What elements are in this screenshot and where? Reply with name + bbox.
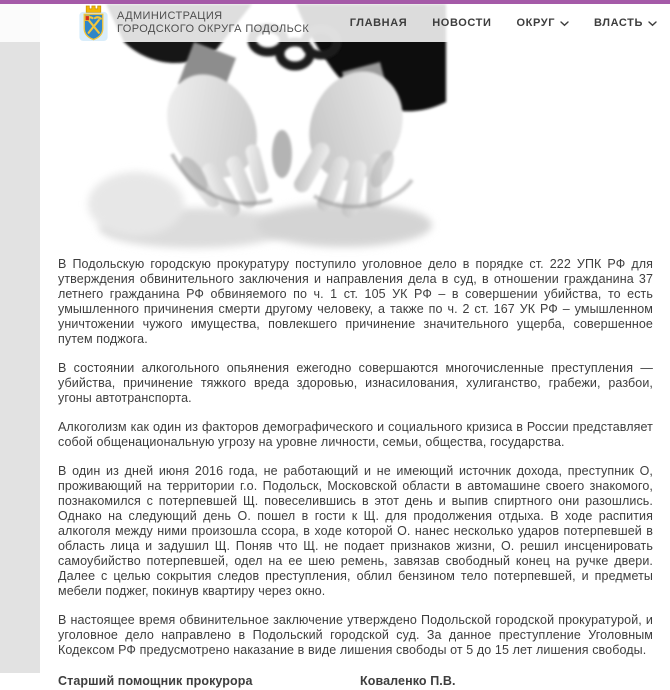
signature-row xyxy=(58,674,653,690)
page-gutter xyxy=(0,4,40,673)
podolsk-coat-of-arms-icon xyxy=(78,5,109,42)
site-title xyxy=(117,10,309,36)
nav-item-label: ОКРУГ xyxy=(516,17,556,29)
paragraph: В Подольскую городскую прокуратуру поступило уголовное дело в порядке ст. 222 УПК РФ для утверждения обвинительного заключения и направления дела в суд, в отношении гражданина 37 летнего гражданина РФ обвиняемого по ч. 1 ст. 105 УК РФ – в совершении убийства, то есть умышленного причинения смерти другому человеку, а также по ч. 2 ст. 167 УК РФ – умышленном уничтожении чужого имущества, повлекшего причинение значительного ущерба, совершенное путем поджога. xyxy=(58,257,653,346)
paragraph: В настоящее время обвинительное заключение утверждено Подольской городской прокуратурой, и уголовное дело направлено в Подольский городской суд. За данное преступление Уголовным Кодексом РФ предусмотрено наказание в виде лишения свободы от 5 до 15 лет лишения свободы. xyxy=(58,613,653,657)
site-title-line1: АДМИНИСТРАЦИЯ xyxy=(117,10,223,22)
nav-item-label: НОВОСТИ xyxy=(432,17,492,29)
article-body xyxy=(58,257,653,690)
nav-item-glavnaya[interactable] xyxy=(350,17,408,29)
chevron-down-icon xyxy=(648,21,657,27)
paragraph: В состоянии алкогольного опьянения ежегодно совершаются многочисленные преступления — убийства, причинение тяжкого вреда здоровью, изнасилования, хулиганство, грабежи, разбои, угоны автотранспорта. xyxy=(58,361,653,405)
paragraph: Алкоголизм как один из факторов демографического и социального кризиса в России представляет собой общенациональную угрозу на уровне личности, семьи, общества, государства. xyxy=(58,420,653,449)
nav-item-okrug[interactable] xyxy=(516,17,569,29)
signature-name: Коваленко П.В. xyxy=(360,674,456,688)
accent-top-bar xyxy=(0,0,670,4)
nav-item-label: ГЛАВНАЯ xyxy=(349,17,408,29)
content-container xyxy=(40,4,670,688)
main-nav xyxy=(350,17,670,29)
site-title-line2: ГОРОДСКОГО ОКРУГА ПОДОЛЬСК xyxy=(117,23,310,35)
paragraph: В один из дней июня 2016 года, не работающий и не имеющий источник дохода, преступник О, проживающий на территории г.о. Подольск, Московской области в автомашине своего знакомого, познакомился с потерпевшей Щ. повеселившись в этот день и выпив спиртного они разошлись. Однако на следующий день О. пошел в гости к Щ. для продолжения отдыха. В ходе распития алкоголя между ними произошла ссора, в ходе которой О. нанес несколько ударов потерпевшей в область лица и задушил Щ. Поняв что Щ. не подает признаков жизни, О. решил инсценировать самоубийство потерпевшей, одел на ее шею ремень, завязав свободный конец на ручке двери. Далее с целью сокрытия следов преступления, облил бензином тело потерпевшей, и предметы мебели поджег, покинув квартиру через окно. xyxy=(58,464,653,598)
nav-item-label: ВЛАСТЬ xyxy=(594,17,643,29)
nav-item-vlast[interactable] xyxy=(594,17,657,29)
signature-position: Старший помощник прокурора xyxy=(58,674,253,688)
chevron-down-icon xyxy=(560,21,569,27)
site-header xyxy=(0,4,670,42)
site-brand-link[interactable] xyxy=(78,4,309,42)
nav-item-novosti[interactable] xyxy=(432,17,491,29)
